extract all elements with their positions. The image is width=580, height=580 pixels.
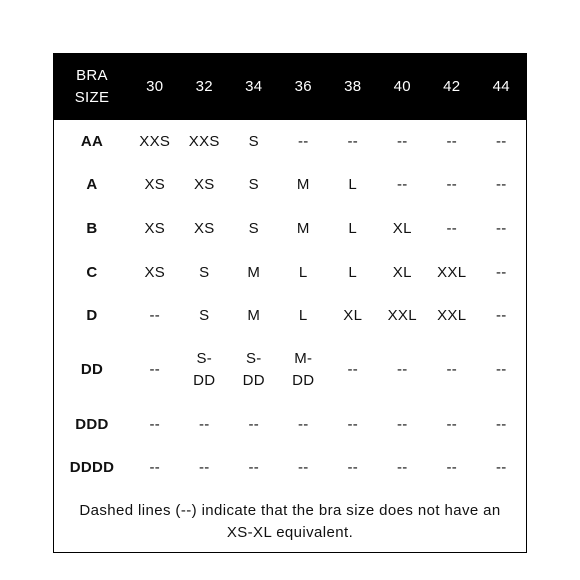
size-value: XS: [193, 176, 215, 194]
size-cell: [180, 164, 230, 208]
header-row: [54, 54, 526, 120]
size-value: --: [446, 132, 458, 150]
table-row: [54, 120, 526, 164]
cup-size-label: DD: [80, 361, 104, 379]
size-cell: [427, 294, 477, 338]
size-value: --: [495, 176, 507, 194]
size-cell: [279, 207, 329, 251]
size-cell: [328, 164, 378, 208]
size-cell: [229, 251, 279, 295]
band-header: 44: [492, 78, 510, 95]
size-cell: [229, 294, 279, 338]
size-value: XS: [144, 176, 166, 194]
size-value: M- DD: [292, 350, 315, 390]
size-cell: [477, 251, 527, 295]
size-cell: [477, 447, 527, 491]
size-cell: [427, 338, 477, 403]
cup-size-label: C: [86, 263, 98, 281]
size-value: --: [446, 219, 458, 237]
size-value: L: [298, 263, 308, 281]
footnote: Dashed lines (--) indicate that the bra size does not have an XS-XL equivalent.: [79, 502, 501, 541]
size-cell: [130, 207, 180, 251]
size-value: --: [446, 415, 458, 433]
cup-size-label: AA: [80, 132, 104, 150]
size-value: S: [248, 219, 259, 237]
size-value: --: [297, 459, 309, 477]
size-value: XL: [343, 307, 363, 325]
size-cell: [279, 338, 329, 403]
table-row: [54, 447, 526, 491]
size-cell: [229, 120, 279, 164]
size-value: --: [198, 459, 210, 477]
size-cell: [427, 164, 477, 208]
size-cell: [130, 338, 180, 403]
cup-size-label: B: [86, 219, 98, 237]
band-header: 38: [344, 78, 362, 95]
size-value: L: [348, 219, 358, 237]
table-body: [54, 120, 526, 490]
size-cell: [477, 338, 527, 403]
table-row: [54, 403, 526, 447]
size-cell: [130, 164, 180, 208]
cup-size-label: DDDD: [69, 459, 115, 477]
size-value: --: [248, 415, 260, 433]
size-value: --: [149, 415, 161, 433]
size-value: XS: [144, 263, 166, 281]
size-value: --: [495, 459, 507, 477]
size-value: M: [247, 263, 261, 281]
band-header: 40: [393, 78, 411, 95]
size-cell: [328, 251, 378, 295]
size-cell: [229, 403, 279, 447]
size-cell: [427, 207, 477, 251]
size-cell: [427, 447, 477, 491]
cup-size-label: D: [86, 307, 98, 325]
size-cell: [378, 338, 428, 403]
size-value: XL: [392, 263, 412, 281]
size-value: L: [348, 263, 358, 281]
size-cell: [328, 338, 378, 403]
size-cell: [279, 120, 329, 164]
size-cell: [180, 207, 230, 251]
bra-size-table: [54, 54, 526, 490]
size-chart: [53, 53, 527, 553]
size-cell: [130, 447, 180, 491]
size-value: S- DD: [193, 350, 216, 390]
size-value: --: [495, 219, 507, 237]
size-value: XXL: [437, 263, 467, 281]
size-value: --: [396, 132, 408, 150]
table-row: [54, 251, 526, 295]
size-cell: [130, 120, 180, 164]
size-cell: [130, 403, 180, 447]
band-header: 42: [443, 78, 461, 95]
size-value: S: [248, 132, 259, 150]
table-row: [54, 294, 526, 338]
size-cell: [427, 251, 477, 295]
table-row: [54, 164, 526, 208]
size-cell: [328, 294, 378, 338]
size-cell: [229, 338, 279, 403]
size-value: XXS: [188, 132, 220, 150]
size-value: --: [396, 361, 408, 379]
size-value: --: [396, 176, 408, 194]
size-value: L: [348, 176, 358, 194]
cup-size-label: A: [86, 176, 98, 194]
size-cell: [279, 294, 329, 338]
size-value: --: [198, 415, 210, 433]
size-cell: [477, 164, 527, 208]
size-cell: [427, 403, 477, 447]
size-value: --: [347, 459, 359, 477]
size-value: XXL: [437, 307, 467, 325]
size-value: --: [149, 307, 161, 325]
size-cell: [328, 447, 378, 491]
size-cell: [229, 207, 279, 251]
size-cell: [378, 164, 428, 208]
size-value: --: [495, 361, 507, 379]
size-value: XXL: [387, 307, 417, 325]
size-cell: [180, 338, 230, 403]
size-value: XS: [193, 219, 215, 237]
size-cell: [279, 164, 329, 208]
size-cell: [427, 120, 477, 164]
size-cell: [180, 251, 230, 295]
size-value: --: [495, 307, 507, 325]
size-value: --: [248, 459, 260, 477]
size-cell: [229, 164, 279, 208]
size-cell: [180, 294, 230, 338]
size-value: L: [298, 307, 308, 325]
bra-size-label: BRA SIZE: [74, 67, 110, 106]
size-value: S: [248, 176, 259, 194]
size-value: --: [347, 361, 359, 379]
size-cell: [328, 403, 378, 447]
table-row: [54, 338, 526, 403]
size-value: --: [446, 361, 458, 379]
size-cell: [378, 120, 428, 164]
size-cell: [477, 207, 527, 251]
size-cell: [477, 294, 527, 338]
size-cell: [378, 251, 428, 295]
size-value: M: [247, 307, 261, 325]
size-value: --: [297, 415, 309, 433]
size-value: S: [199, 263, 210, 281]
size-value: --: [396, 415, 408, 433]
size-cell: [279, 403, 329, 447]
size-cell: [130, 294, 180, 338]
size-cell: [229, 447, 279, 491]
size-cell: [279, 447, 329, 491]
size-cell: [477, 403, 527, 447]
corner-header: [54, 54, 130, 120]
size-value: --: [446, 459, 458, 477]
size-cell: [180, 403, 230, 447]
size-cell: [328, 207, 378, 251]
size-value: --: [495, 132, 507, 150]
size-value: --: [149, 459, 161, 477]
size-cell: [180, 447, 230, 491]
size-cell: [180, 120, 230, 164]
size-value: --: [446, 176, 458, 194]
size-value: --: [149, 361, 161, 379]
table-row: [54, 207, 526, 251]
size-cell: [477, 120, 527, 164]
cup-size-label: DDD: [75, 415, 109, 433]
size-cell: [378, 403, 428, 447]
size-cell: [328, 120, 378, 164]
size-value: M: [296, 219, 310, 237]
size-value: --: [347, 132, 359, 150]
band-header: 34: [245, 78, 263, 95]
size-value: --: [396, 459, 408, 477]
size-value: XXS: [139, 132, 171, 150]
size-value: S: [199, 307, 210, 325]
size-value: S- DD: [242, 350, 265, 390]
band-header: 30: [146, 78, 164, 95]
size-value: M: [296, 176, 310, 194]
size-cell: [279, 251, 329, 295]
band-header: 32: [195, 78, 213, 95]
size-value: --: [297, 132, 309, 150]
size-cell: [378, 294, 428, 338]
size-cell: [378, 207, 428, 251]
size-value: XS: [144, 219, 166, 237]
size-value: --: [347, 415, 359, 433]
size-cell: [378, 447, 428, 491]
size-value: --: [495, 415, 507, 433]
band-header: 36: [294, 78, 312, 95]
size-value: XL: [392, 219, 412, 237]
size-value: --: [495, 263, 507, 281]
size-cell: [130, 251, 180, 295]
